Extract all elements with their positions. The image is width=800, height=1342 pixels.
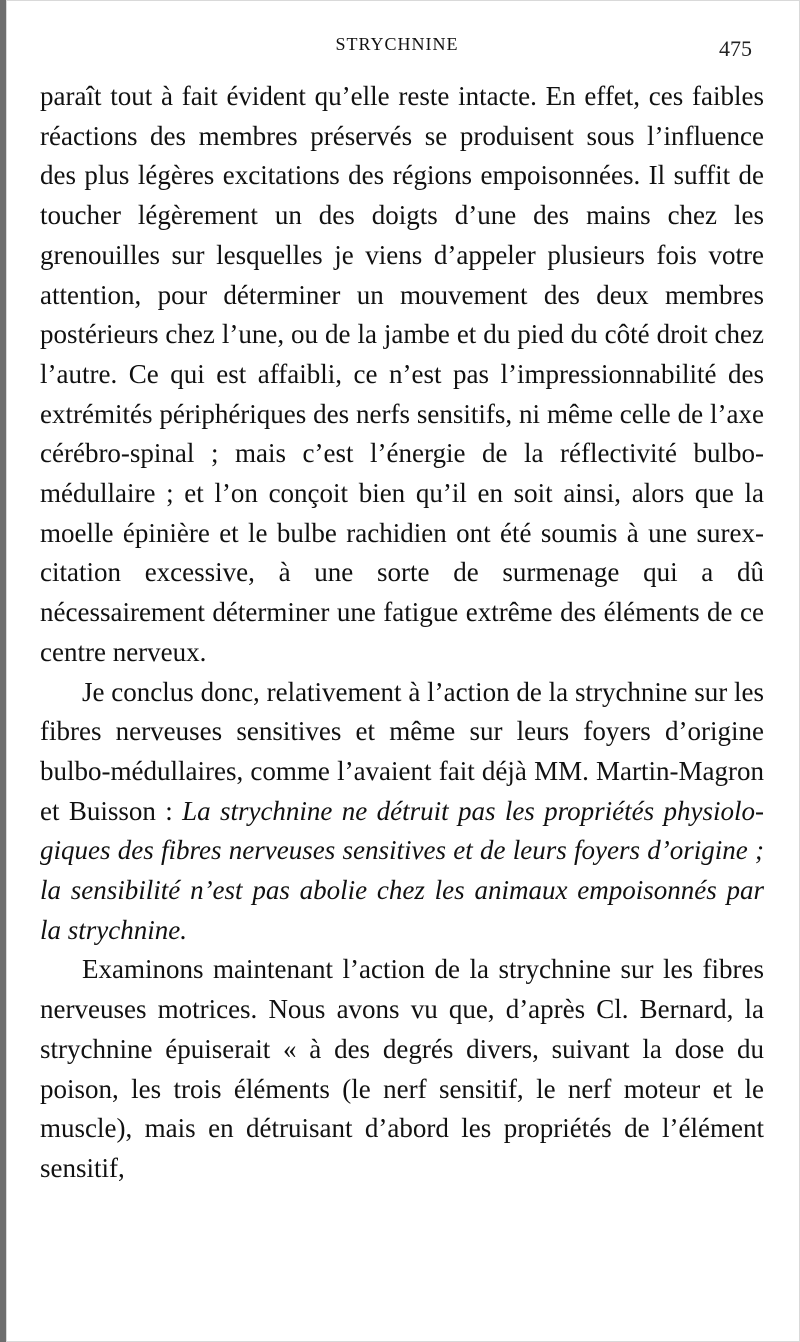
paragraph-2 bbox=[40, 673, 764, 951]
body-text bbox=[40, 77, 764, 1189]
running-title: STRYCHNINE bbox=[335, 34, 459, 54]
paragraph-2-conclusion: La strychnine ne détruit pas les propriétés physiologiques des fibres nerveuses sensitives et de leurs foyers d’origine ; la sensibilité n’est pas abolie chez les animaux empoisonnés par la strychnine. bbox=[40, 795, 764, 945]
book-page bbox=[6, 0, 800, 1342]
paragraph-3: Examinons maintenant l’action de la strychnine sur les fibres nerveuses motrices. Nous avons vu que, d’après Cl. Bernard, la strychnine épuiserait « à des degrés divers, suivant la dose du poison, les trois éléments (le nerf sensitif, le nerf moteur et le muscle), mais en détruisant d’abord les propriétés de l’élément sensitif, bbox=[40, 954, 764, 1183]
page-number: 475 bbox=[719, 36, 752, 61]
paragraph-2-text: Je conclus donc, relativement à l’action de la strychnine sur les fibres nerveuses sensitives et même sur leurs foyers d’origine bulbo-médullaires, comme l’avaient fait déjà MM. Martin-Magron et Buisson : bbox=[40, 676, 764, 826]
paragraph-1: paraît tout à fait évident qu’elle reste intacte. En effet, ces faibles réactions des membres préservés se produisent sous l’influence des plus légères excitations des régions empoisonnées. Il suffit de toucher légèrement un des doigts d’une des mains chez les grenouilles sur lesquelles je viens d’appeler plusieurs fois votre attention, pour déterminer un mouvement des deux membres postérieurs chez l’une, ou de la jambe et du pied du côté droit chez l’autre. Ce qui est affaibli, ce n’est pas l’impressionnabilité des extrémités périphériques des nerfs sensitifs, ni même celle de l’axe cérébro-spinal ; mais c’est l’énergie de la réflectivité bulbo-médullaire ; et l’on conçoit bien qu’il en soit ainsi, alors que la moelle épinière et le bulbe rachidien ont été soumis à une surexcitation excessive, à une sorte de surmenage qui a dû nécessairement déterminer une fatigue extrême des éléments de ce centre nerveux. bbox=[40, 81, 764, 667]
